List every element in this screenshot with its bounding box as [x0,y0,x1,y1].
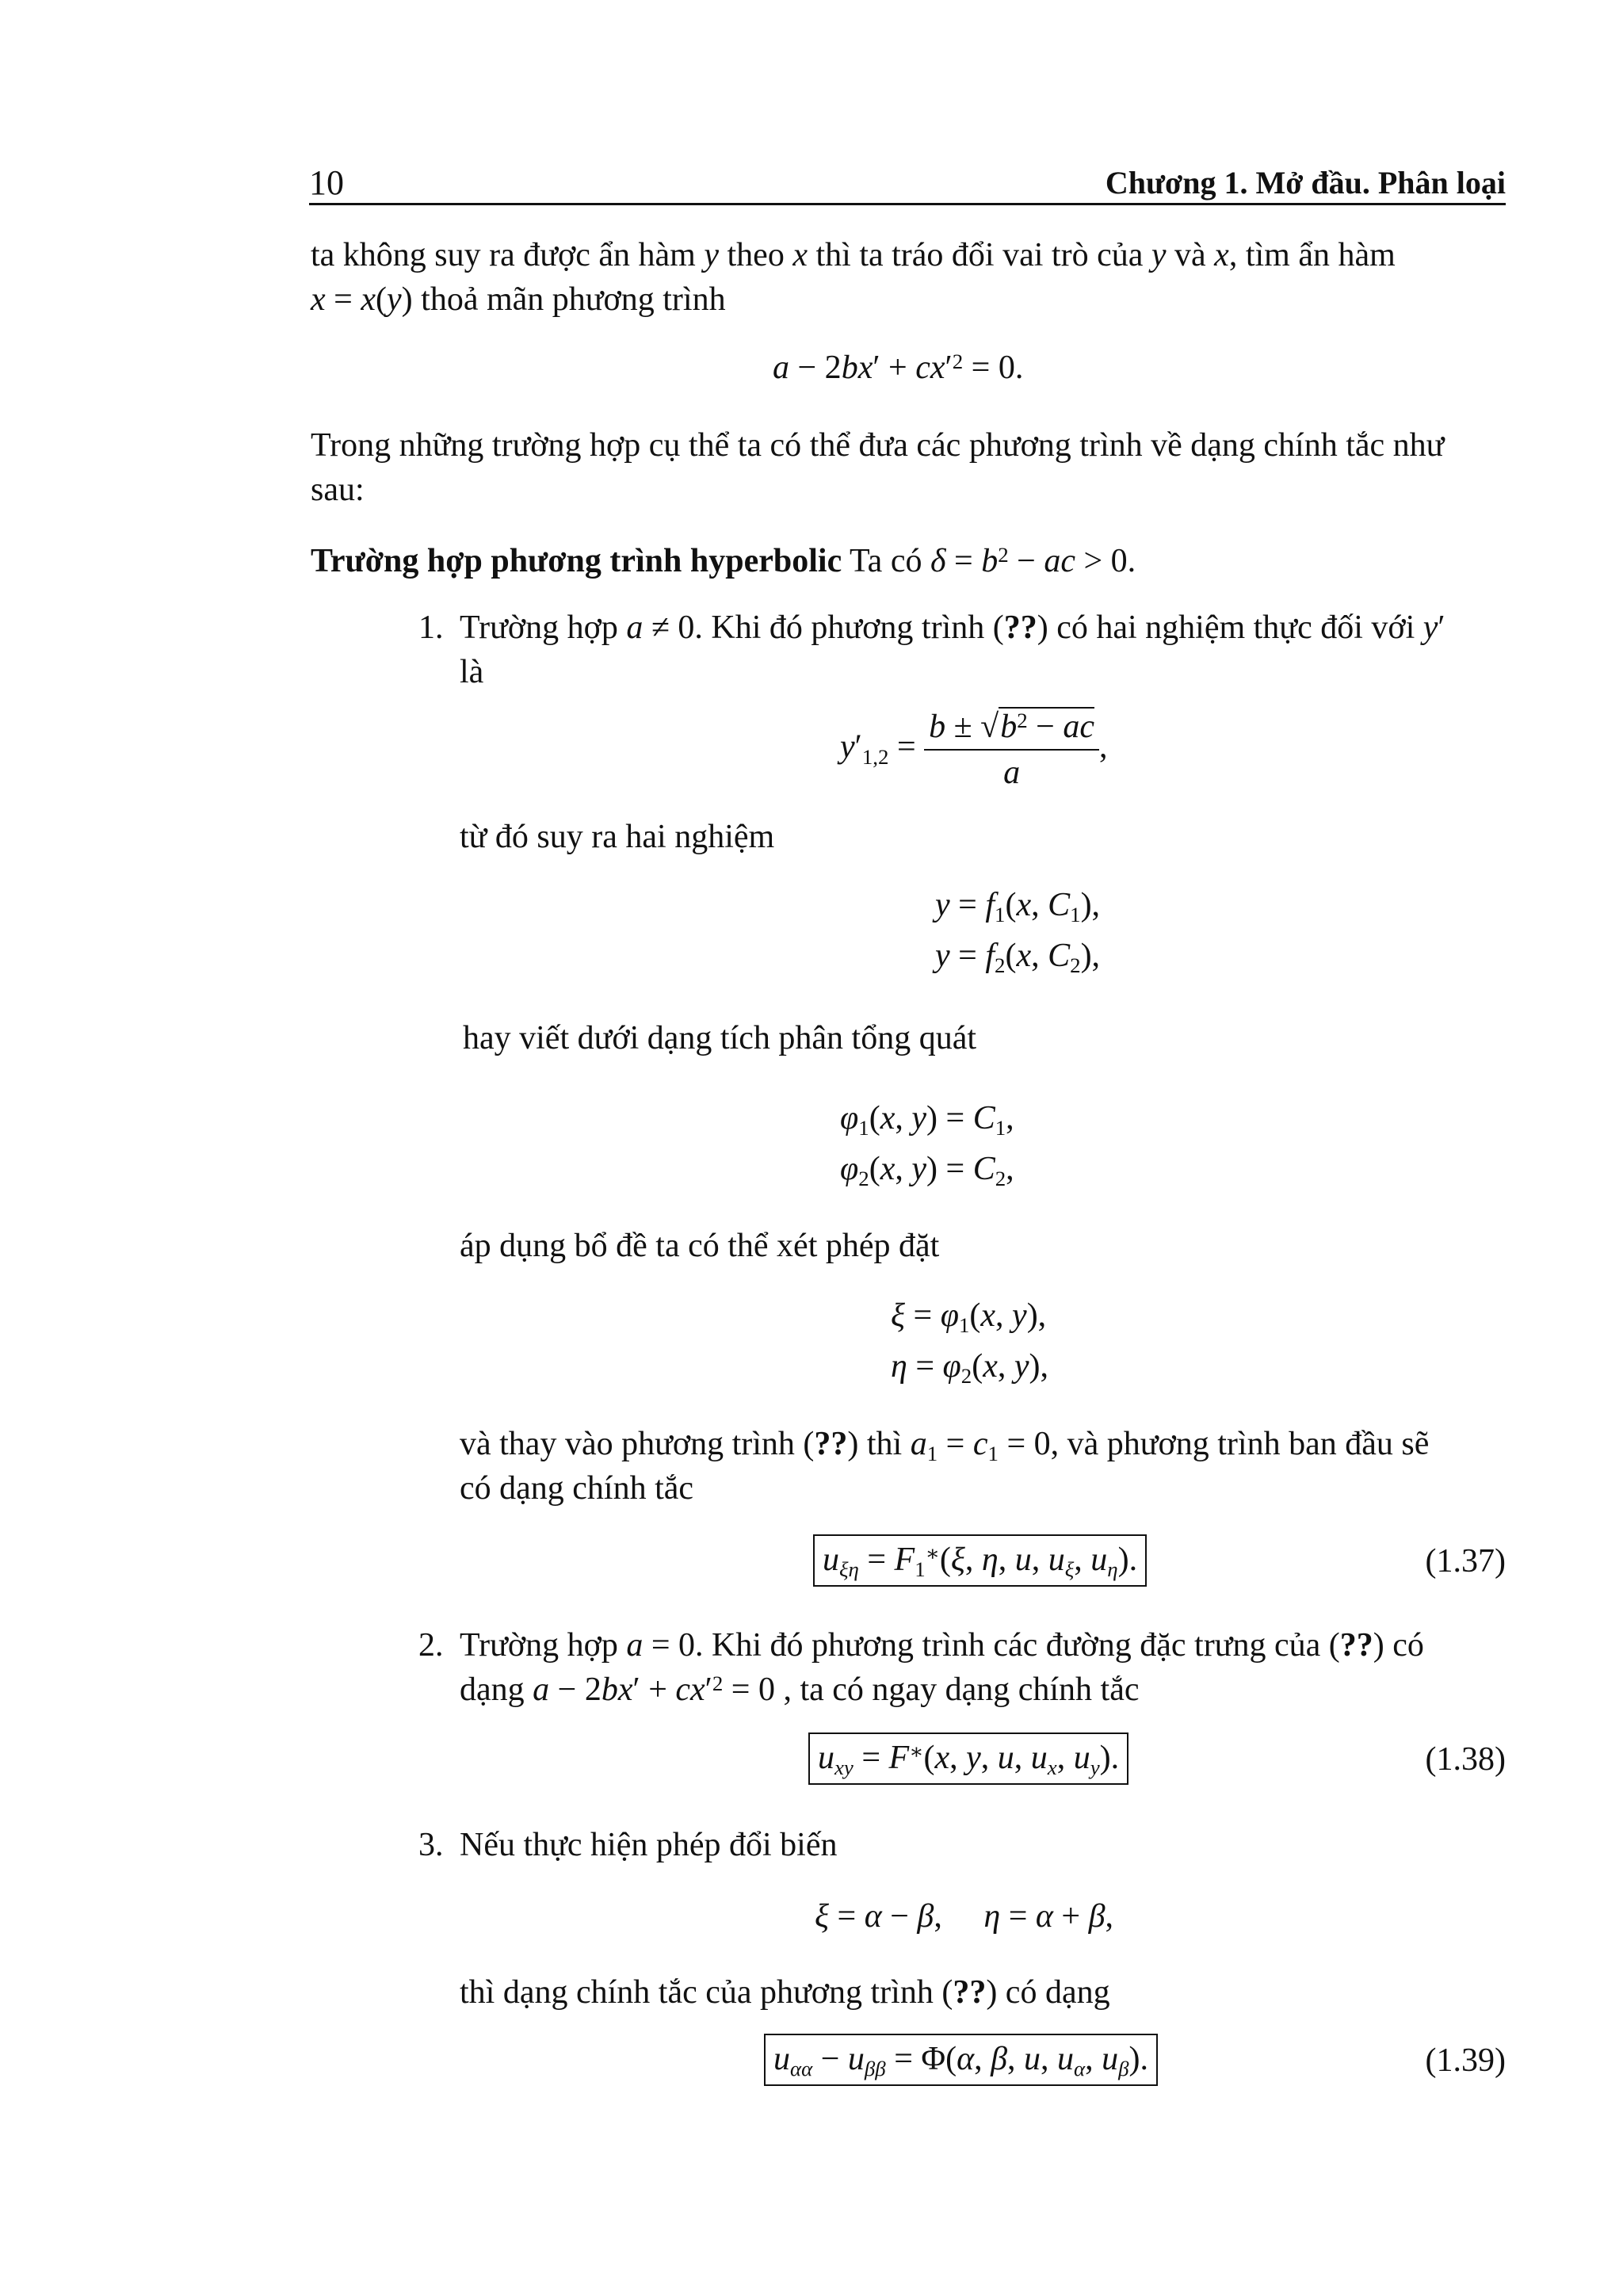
display-equation: $\varphi_1(x$, $y) = C_1$, [840,1100,1014,1140]
display-equation: $y'_{1,2}$ = $\frac{b \pm √b^2 - ac}{a}$ , [840,708,1108,791]
case-heading: Trường hợp phương trình hyperbolic Ta có $\delta = b^2$ − ac > 0. [311,542,1136,579]
paragraph-line: x = x(y) thoả mãn phương trình [311,281,726,318]
header-rule [309,203,1506,205]
paragraph-line: Trong những trường hợp cụ thể ta có thể đưa các phương trình về dạng chính tắc như [311,427,1445,464]
paragraph-line: thì dạng chính tắc của phương trình (??) có dạng [460,1974,1110,2011]
paragraph-line: có dạng chính tắc [460,1470,694,1507]
paragraph-line: dạng $a - 2bx' + cx'^2 = 0$ , ta có ngay dạng chính tắc [460,1671,1140,1708]
paragraph-line: Nếu thực hiện phép đổi biến [460,1827,838,1863]
equation-number: (1.39) [1425,2042,1506,2079]
paragraph-line: Trường hợp a ≠ 0. Khi đó phương trình (??) có hai nghiệm thực đối với y′ [460,609,1445,646]
paragraph-line: Trường hợp a = 0. Khi đó phương trình các đường đặc trưng của (??) có [460,1627,1424,1664]
running-header: Chương 1. Mở đầu. Phân loại [1105,165,1506,201]
display-equation: $y = f_1(x$, $C_1$), [935,887,1101,927]
paragraph-line: và thay vào phương trình (??) thì $a_1 = c_1 = 0$, và phương trình ban đầu sẽ [460,1426,1430,1466]
display-equation: $\varphi_2(x$, $y) = C_2$, [840,1151,1014,1191]
boxed-equation: $u_{\xi\eta} = F_1^∗(\xi$, η, u, $u_\xi$, $u_\eta$). [813,1534,1147,1587]
paragraph-line: hay viết dưới dạng tích phân tổng quát [463,1020,977,1056]
display-equation: ξ = α − β, η = α + β, [815,1898,1114,1935]
boxed-equation: $u_{\alpha\alpha} - u_{\beta\beta} = \Phi(\alpha$, β, u, $u_\alpha$, $u_\beta$). [764,2034,1158,2086]
equation-number: (1.38) [1425,1741,1506,1778]
boxed-equation: $u_{xy} = F^∗(x$, y, u, $u_x$, $u_y$). [808,1733,1128,1785]
paragraph-line: là [460,654,484,690]
paragraph-line: ta không suy ra được ẩn hàm y theo x thì ta tráo đổi vai trò của y và x, tìm ẩn hàm [311,237,1396,273]
paragraph-line: sau: [311,472,365,508]
list-number: 1. [418,609,444,646]
page-number: 10 [309,163,344,202]
equation-number: (1.37) [1425,1543,1506,1580]
list-number: 2. [418,1627,444,1664]
display-equation: $\xi = \varphi_1(x$, y), [891,1297,1047,1338]
display-equation: $a - 2bx' + cx'^2 = 0$. [773,349,1024,386]
display-equation: $\eta = \varphi_2(x$, y), [891,1348,1049,1389]
list-number: 3. [418,1827,444,1863]
paragraph-line: từ đó suy ra hai nghiệm [460,819,775,855]
display-equation: $y = f_2(x$, $C_2$), [935,938,1101,978]
paragraph-line: áp dụng bổ đề ta có thể xét phép đặt [460,1228,940,1264]
